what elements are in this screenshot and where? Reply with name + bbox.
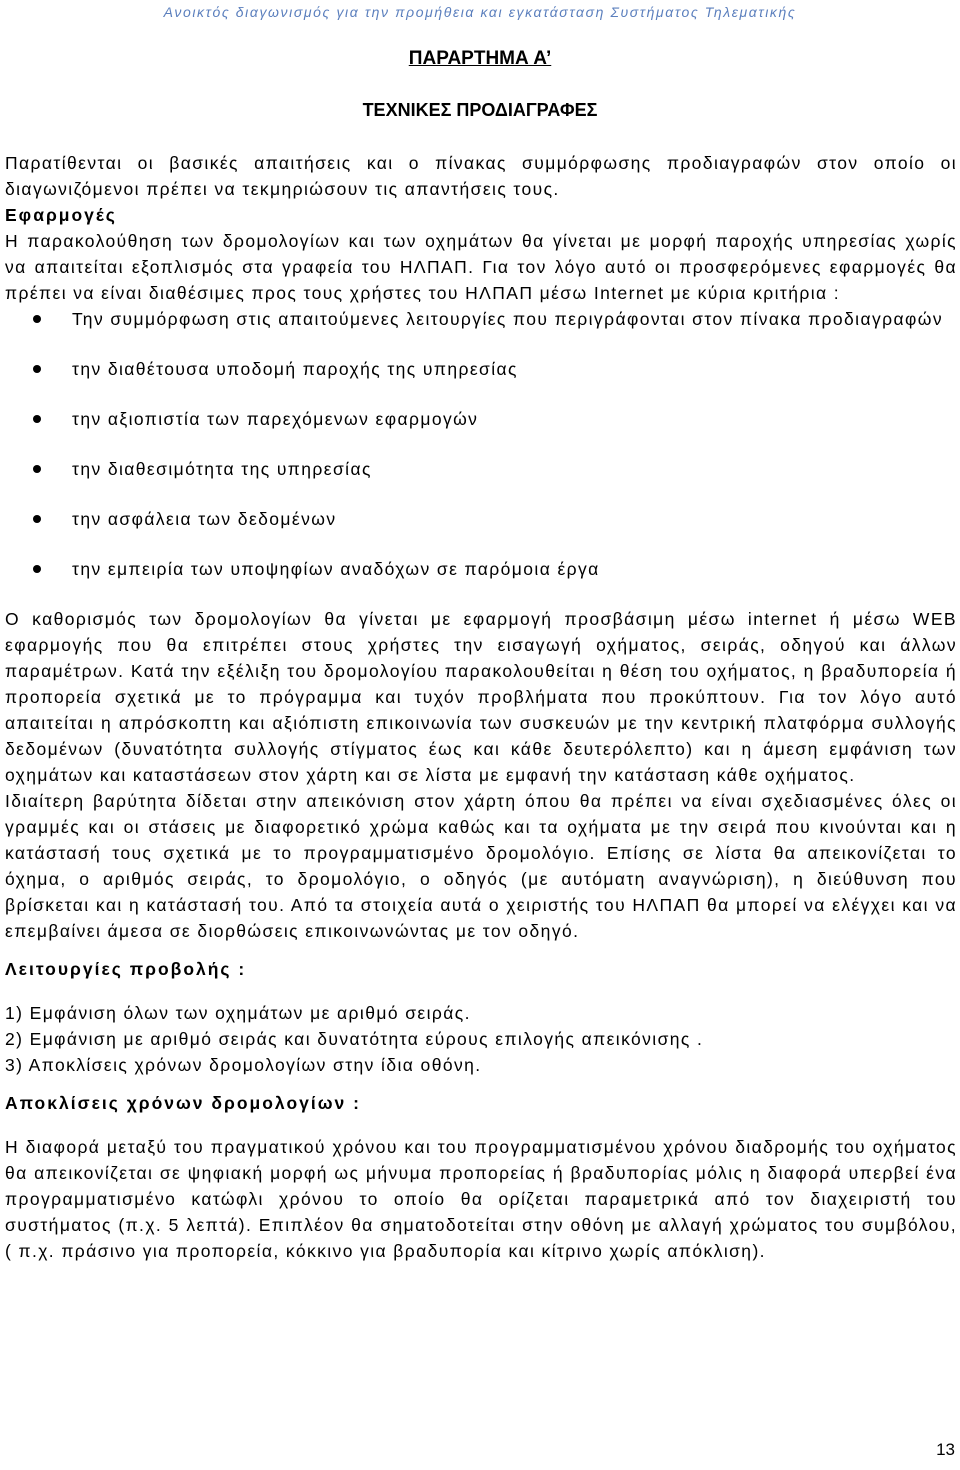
deviations-heading: Αποκλίσεις χρόνων δρομολογίων :: [5, 1093, 361, 1113]
display-functions-heading: Λειτουργίες προβολής :: [5, 959, 247, 979]
list-item: Την συμμόρφωση στις απαιτούμενες λειτουργίες που περιγράφονται στον πίνακα προδιαγραφών: [5, 306, 957, 332]
applications-heading: Εφαρμογές: [5, 205, 117, 225]
list-item: την αξιοπιστία των παρεχόμενων εφαρμογών: [5, 406, 957, 432]
display-function-item: 3) Αποκλίσεις χρόνων δρομολογίων στην ίδια οθόνη.: [5, 1055, 482, 1075]
list-item: την εμπειρία των υποψηφίων αναδόχων σε παρόμοια έργα: [5, 556, 957, 582]
display-function-item: 2) Εμφάνιση με αριθμό σειράς και δυνατότητα εύρους επιλογής απεικόνισης .: [5, 1029, 704, 1049]
page-subtitle: ΤΕΧΝΙΚΕΣ ΠΡΟΔΙΑΓΡΑΦΕΣ: [362, 100, 598, 120]
running-header: Ανοικτός διαγωνισμός για την προμήθεια και εγκατάσταση Συστήματος Τηλεματικής: [163, 4, 797, 20]
document-body: [5, 150, 957, 1264]
applications-paragraph: Η παρακολούθηση των δρομολογίων και των οχημάτων θα γίνεται με μορφή παροχής υπηρεσίας χωρίς να απαιτείται εξοπλισμός στα γραφεία του ΗΛΠΑΠ. Για τον λόγο αυτό οι προσφερόμενες εφαρμογές θα πρέπει να είναι διαθέσιμες προς τους χρήστες του ΗΛΠΑΠ μέσω Internet με κύρια κριτήρια :: [5, 231, 957, 303]
page-title: ΠΑΡΑΡΤΗΜΑ Α’: [408, 48, 552, 69]
list-item: την διαθέτουσα υποδομή παροχής της υπηρεσίας: [5, 356, 957, 382]
display-function-item: 1) Εμφάνιση όλων των οχημάτων με αριθμό σειράς.: [5, 1003, 471, 1023]
deviations-paragraph: Η διαφορά μεταξύ του πραγματικού χρόνου και του προγραμματισμένου χρόνου διαδρομής του οχήματος θα απεικονίζεται σε ψηφιακή μορφή ως μήνυμα προπορείας ή βραδυπορίας μόλις η διαφορά υπερβεί ένα προγραμματισμένο κατώφλι χρόνου το οποίο θα ορίζεται παραμετρικά από τον διαχειριστή του συστήματος (π.χ. 5 λεπτά). Επιπλέον θα σηματοδοτείται στην οθόνη με αλλαγή χρώματος του συμβόλου, ( π.χ. πράσινο για προπορεία, κόκκινο για βραδυπορία και κίτρινο χωρίς απόκλιση).: [5, 1137, 957, 1261]
emphasis-paragraph: Ιδιαίτερη βαρύτητα δίδεται στην απεικόνιση στον χάρτη όπου θα πρέπει να είναι σχεδιασμένες όλες οι γραμμές και οι στάσεις με διαφορετικό χρώμα καθώς και τα οχήματα με την σειρά που κινούνται και η κατάστασή τους σχετικά με το προγραμματισμένο δρομολόγιο. Επίσης σε λίστα θα απεικονίζεται το όχημα, ο αριθμός σειράς, το δρομολόγιο, ο οδηγός (με αυτόματη αναγνώριση), η διεύθυνση που βρίσκεται και η κατάστασή του. Από τα στοιχεία αυτά ο χειριστής του ΗΛΠΑΠ θα μπορεί να ελέγχει και να επεμβαίνει άμεσα σε διορθώσεις επικοινωνώντας με τον οδηγό.: [5, 791, 957, 941]
page-number: 13: [936, 1440, 955, 1459]
routes-paragraph: Ο καθορισμός των δρομολογίων θα γίνεται με εφαρμογή προσβάσιμη μέσω internet ή μέσω WEB εφαρμογής που θα επιτρέπει στους χρήστες την εισαγωγή οχήματος, σειράς, οδηγού και άλλων παραμέτρων. Κατά την εξέλιξη του δρομολογίου παρακολουθείται η θέση του οχήματος, η βραδυπορεία ή προπορεία σχετικά με το πρόγραμμα και τυχόν προβλήματα που προκύπτουν. Για τον λόγο αυτό απαιτείται η απρόσκοπτη και αξιόπιστη επικοινωνία των συσκευών με την κεντρική πλατφόρμα συλλογής δεδομένων (δυνατότητα συλλογής στίγματος έως και κάθε δευτερόλεπτο) και η άμεση εμφάνιση των οχημάτων και καταστάσεων στον χάρτη και σε λίστα με εμφανή την κατάσταση κάθε οχήματος.: [5, 609, 957, 785]
intro-paragraph: Παρατίθενται οι βασικές απαιτήσεις και ο πίνακας συμμόρφωσης προδιαγραφών στον οποίο οι διαγωνιζόμενοι πρέπει να τεκμηριώσουν τις απαντήσεις τους.: [5, 153, 957, 199]
list-item: την ασφάλεια των δεδομένων: [5, 506, 957, 532]
list-item: την διαθεσιμότητα της υπηρεσίας: [5, 456, 957, 482]
criteria-list: [5, 306, 957, 582]
